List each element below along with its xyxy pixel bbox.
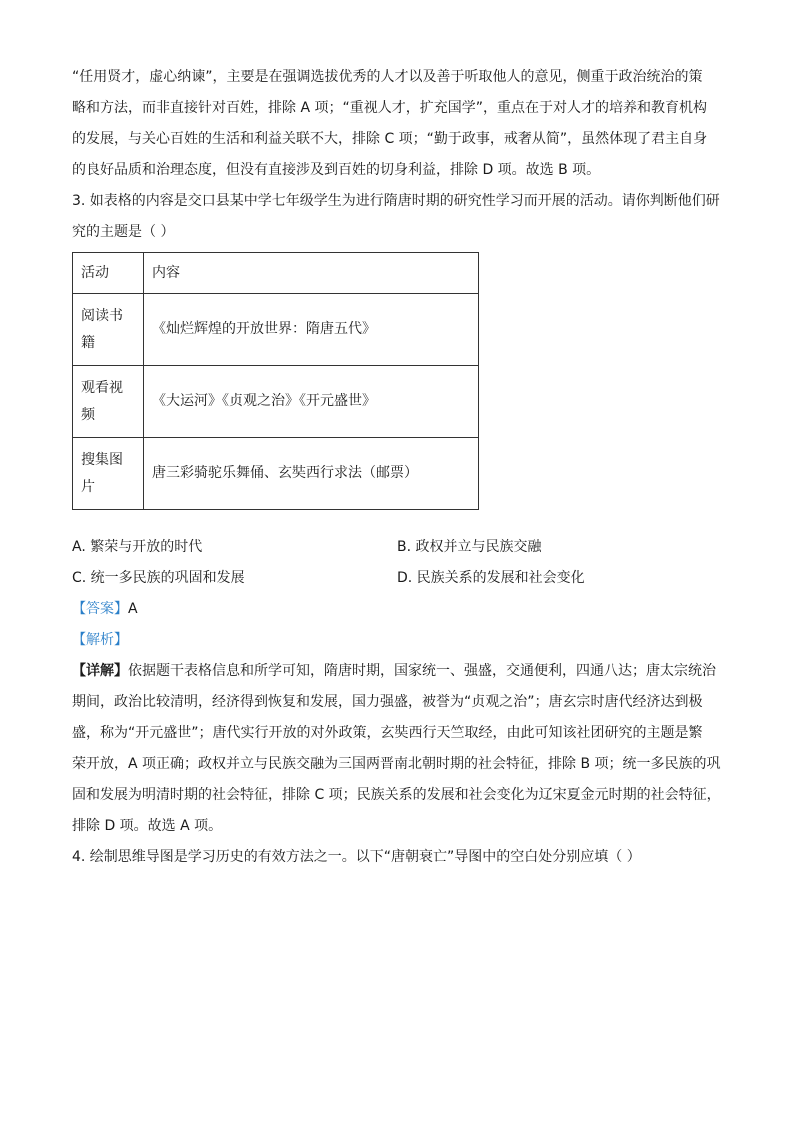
detail-line: 期间，政治比较清明，经济得到恢复和发展，国力强盛，被誉为“贞观之治”；唐玄宗时唐代经济达到极 xyxy=(72,694,703,710)
activity-text: 阅读书 xyxy=(81,307,123,324)
option-a[interactable]: A. 繁荣与开放的时代 xyxy=(72,539,203,555)
table-header-row xyxy=(73,253,479,294)
question-4 xyxy=(72,842,732,873)
question-3-stem: 3. 如表格的内容是交口县某中学七年级学生为进行隋唐时期的研究性学习而开展的活动。请你判断他们研 xyxy=(72,193,720,209)
activity-text: 籍 xyxy=(81,334,95,351)
table-cell-content: 《灿烂辉煌的开放世界：隋唐五代》 xyxy=(144,294,479,366)
activity-text: 片 xyxy=(81,478,95,495)
detail-line: 排除 D 项。故选 A 项。 xyxy=(72,818,223,834)
activity-text: 频 xyxy=(81,406,95,423)
activity-text: 搜集图 xyxy=(81,451,123,468)
intro-line: “任用贤才，虚心纳谏”，主要是在强调选拔优秀的人才以及善于听取他人的意见，侧重于政治统治的策 xyxy=(72,69,703,85)
detail-line: 固和发展为明清时期的社会特征，排除 C 项；民族关系的发展和社会变化为辽宋夏金元时期的社会特征， xyxy=(72,787,721,803)
detail-tag: 【详解】 xyxy=(72,663,128,679)
question-3-stem: 究的主题是（ ） xyxy=(72,224,175,240)
intro-paragraph xyxy=(72,62,732,186)
intro-line: 的良好品质和治理态度，但没有直接涉及到百姓的切身利益，排除 D 项。故选 B 项。 xyxy=(72,162,601,178)
detail-paragraph xyxy=(72,656,732,842)
answer-tag: 【答案】 xyxy=(72,601,128,617)
table-cell-activity xyxy=(73,366,144,438)
option-c[interactable]: C. 统一多民族的巩固和发展 xyxy=(72,570,245,586)
option-d[interactable]: D. 民族关系的发展和社会变化 xyxy=(397,570,585,586)
analysis-line xyxy=(72,625,732,656)
detail-line: 盛，称为“开元盛世”；唐代实行开放的对外政策，玄奘西行天竺取经，由此可知该社团研究的主题是繁 xyxy=(72,725,703,741)
table-cell-activity xyxy=(73,294,144,366)
table-cell-content: 《大运河》《贞观之治》《开元盛世》 xyxy=(144,366,479,438)
answer-line xyxy=(72,594,732,625)
answer-value: A xyxy=(128,601,138,617)
intro-line: 略和方法，而非直接针对百姓，排除 A 项；“重视人才，扩充国学”，重点在于对人才的培养和教育机构 xyxy=(72,100,707,116)
detail-line: 【详解】依据题干表格信息和所学可知，隋唐时期，国家统一、强盛，交通便利，四通八达；唐太宗统治 xyxy=(72,663,716,679)
table-row xyxy=(73,438,479,510)
options-group xyxy=(72,532,732,594)
table-cell-activity xyxy=(73,438,144,510)
document-page xyxy=(72,62,732,873)
detail-line: 荣开放，A 项正确；政权并立与民族交融为三国两晋南北朝时期的社会特征，排除 B 项；统一多民族的巩 xyxy=(72,756,721,772)
activity-text: 观看视 xyxy=(81,379,123,396)
table-cell-content: 唐三彩骑驼乐舞俑、玄奘西行求法（邮票） xyxy=(144,438,479,510)
table-row xyxy=(73,294,479,366)
intro-line: 的发展，与关心百姓的生活和利益关联不大，排除 C 项；“勤于政事，戒奢从简”，虽然体现了君主自身 xyxy=(72,131,708,147)
option-b[interactable]: B. 政权并立与民族交融 xyxy=(397,539,542,555)
question-4-stem: 4. 绘制思维导图是学习历史的有效方法之一。以下“唐朝衰亡”导图中的空白处分别应填（ ） xyxy=(72,849,641,865)
question-3 xyxy=(72,186,732,842)
activity-table xyxy=(72,252,479,510)
analysis-tag: 【解析】 xyxy=(72,632,128,648)
table-row xyxy=(73,366,479,438)
table-header-cell: 内容 xyxy=(144,253,479,294)
table-header-cell: 活动 xyxy=(73,253,144,294)
